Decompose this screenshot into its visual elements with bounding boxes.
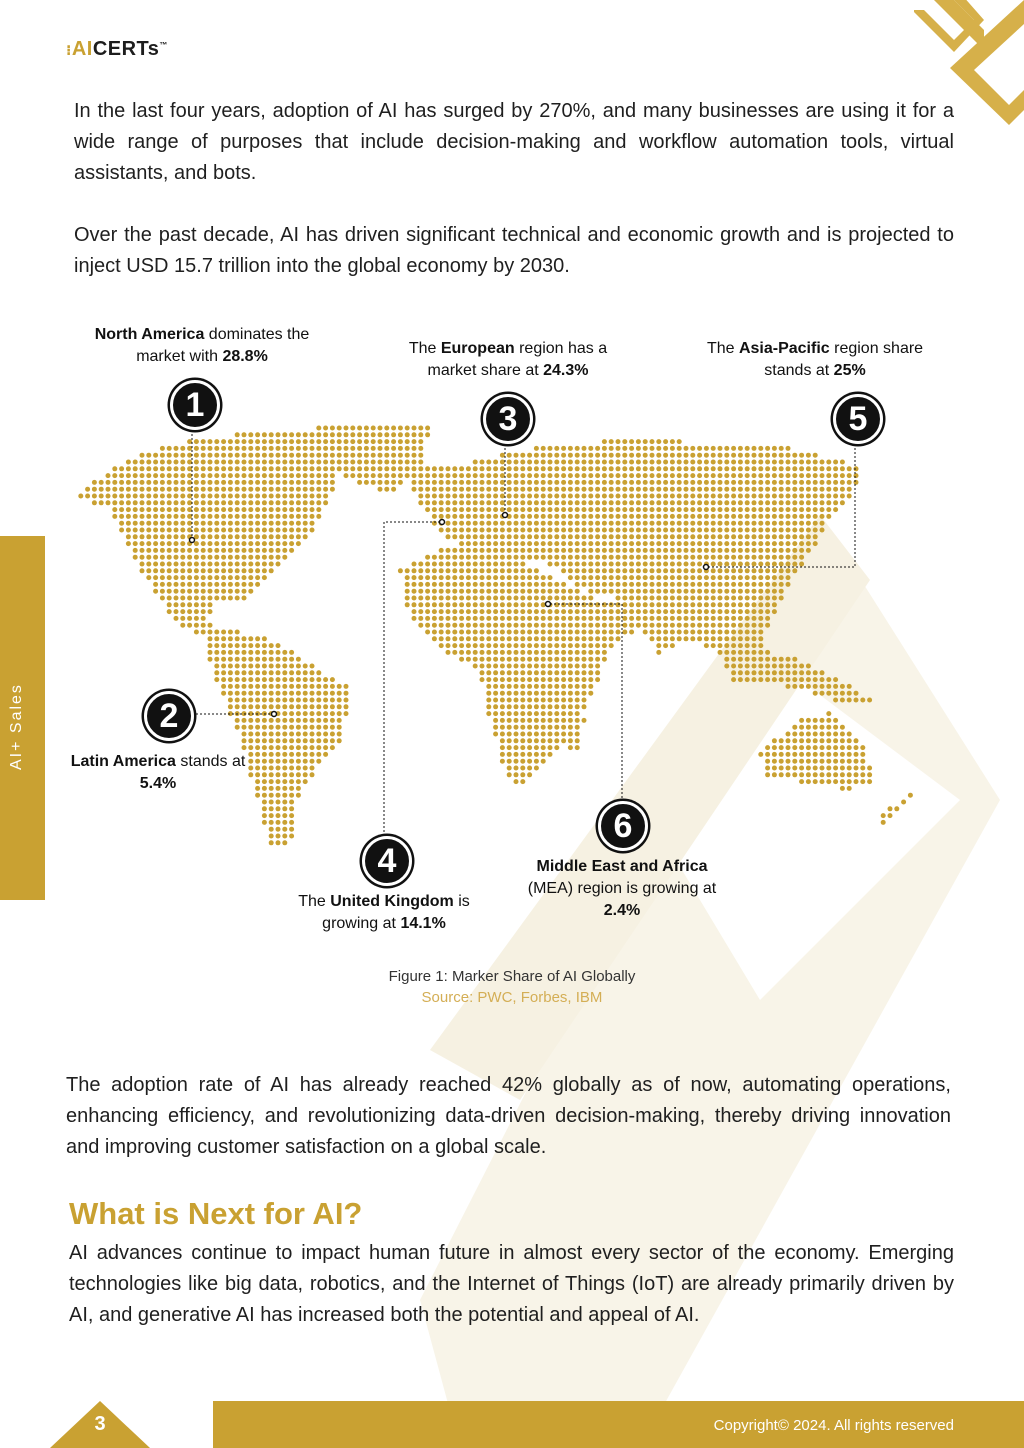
logo-arrow-icon: ⁝: [66, 42, 72, 58]
anchor-point: [272, 712, 277, 717]
marker-3: 3: [483, 394, 533, 444]
marker-1: 1: [170, 380, 220, 430]
aicerts-logo: ⁝AICERTs™: [66, 38, 168, 60]
callout-europe: The European region has a market share at 24.3%: [408, 340, 608, 379]
section-heading: What is Next for AI?: [69, 1196, 363, 1231]
figure-source: Source: PWC, Forbes, IBM: [421, 989, 603, 1006]
marker-4: 4: [362, 836, 412, 886]
marker-5: 5: [833, 394, 883, 444]
intro-paragraph-1: In the last four years, adoption of AI has surged by 270%, and many businesses are using it for a wide range of purposes that include decision-making and workflow automation tools, virtual assistants, and bots.: [74, 100, 954, 184]
copyright-text: Copyright© 2024. All rights reserved: [713, 1417, 954, 1434]
marker-6: 6: [598, 801, 648, 851]
marker-2: 2: [144, 691, 194, 741]
intro-paragraph-2: Over the past decade, AI has driven significant technical and economic growth and is projected to inject USD 15.7 trillion into the global economy by 2030.: [74, 224, 954, 277]
anchor-point: [704, 565, 709, 570]
figure-caption: Figure 1: Marker Share of AI Globally: [388, 968, 636, 985]
callout-middle-east-africa: Middle East and Africa (MEA) region is growing at 2.4%: [527, 858, 717, 919]
anchor-point: [440, 520, 445, 525]
callout-latin-america: Latin America stands at 5.4%: [70, 753, 246, 792]
adoption-paragraph: The adoption rate of AI has already reached 42% globally as of now, automating operations, enhancing efficiency, and revolutionizing data-driven decision-making, thereby driving innovation and improving customer satisfaction on a global scale.: [66, 1074, 951, 1158]
callout-north-america: North America dominates the market with 28.8%: [94, 326, 310, 365]
anchor-point: [190, 538, 195, 543]
next-ai-paragraph: AI advances continue to impact human future in almost every sector of the economy. Emerging technologies like big data, robotics, and the Internet of Things (IoT) are already primarily driven by AI, and generative AI has increased both the potential and appeal of AI.: [69, 1242, 954, 1326]
side-tab-label: AI+ Sales: [8, 683, 25, 770]
callout-asia-pacific: The Asia-Pacific region share stands at 25%: [706, 340, 924, 379]
page-number: 3: [94, 1413, 106, 1435]
callout-united-kingdom: The United Kingdom is growing at 14.1%: [298, 893, 470, 932]
anchor-point: [503, 513, 508, 518]
anchor-point: [546, 602, 551, 607]
